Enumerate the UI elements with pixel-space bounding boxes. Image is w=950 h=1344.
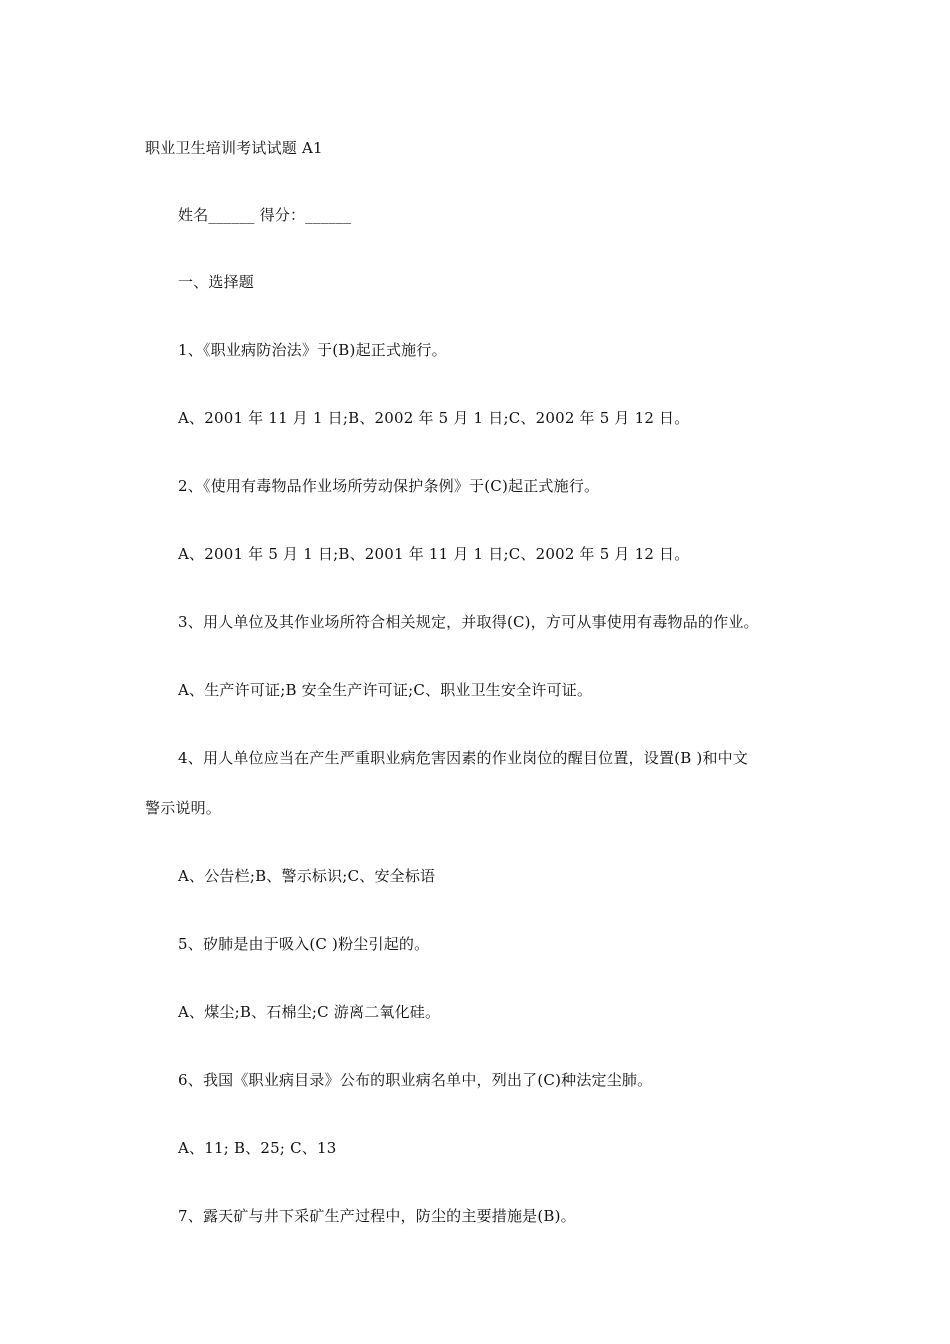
options-2: A、2001 年 5 月 1 日;B、2001 年 11 月 1 日;C、2002 年 5 月 12 日。 <box>178 545 690 563</box>
options-5: A、煤尘;B、石棉尘;C 游离二氧化硅。 <box>178 1003 441 1021</box>
question-4: 4、用人单位应当在产生严重职业病危害因素的作业岗位的醒目位置，设置(B )和中文 <box>178 749 749 767</box>
name-score-line: 姓名______ 得分：______ <box>178 206 352 224</box>
section-heading: 一、选择题 <box>178 273 255 291</box>
question-7: 7、露天矿与井下采矿生产过程中，防尘的主要措施是(B)。 <box>178 1207 576 1225</box>
question-2: 2、《使用有毒物品作业场所劳动保护条例》于(C)起正式施行。 <box>178 477 600 495</box>
options-4: A、公告栏;B、警示标识;C、安全标语 <box>178 867 436 885</box>
question-1: 1、《职业病防治法》于(B)起正式施行。 <box>178 341 447 359</box>
document-title: 职业卫生培训考试试题 A1 <box>145 139 323 157</box>
question-6: 6、我国《职业病目录》公布的职业病名单中，列出了(C)种法定尘肺。 <box>178 1071 653 1089</box>
options-3: A、生产许可证;B 安全生产许可证;C、职业卫生安全许可证。 <box>178 681 593 699</box>
question-3: 3、用人单位及其作业场所符合相关规定，并取得(C)，方可从事使用有毒物品的作业。 <box>178 613 759 631</box>
question-4-continuation: 警示说明。 <box>145 799 222 817</box>
options-1: A、2001 年 11 月 1 日;B、2002 年 5 月 1 日;C、2002 年 5 月 12 日。 <box>178 409 690 427</box>
options-6: A、11; B、25; C、13 <box>178 1139 337 1157</box>
question-5: 5、矽肺是由于吸入(C )粉尘引起的。 <box>178 935 430 953</box>
